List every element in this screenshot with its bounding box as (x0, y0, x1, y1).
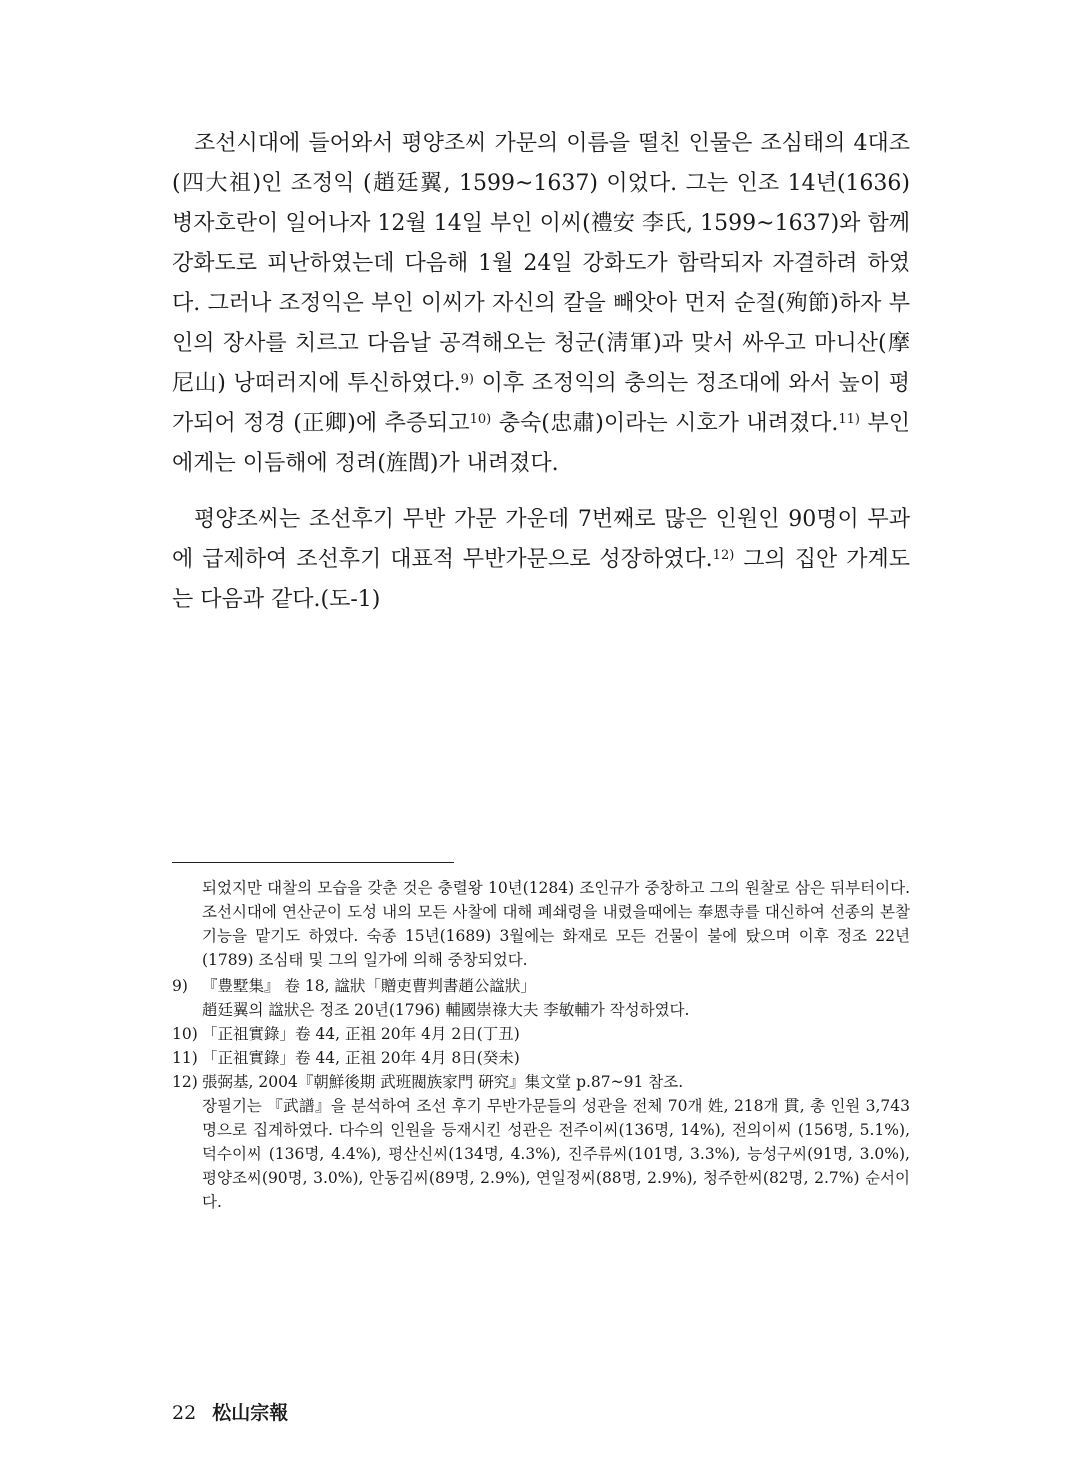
footnote-separator (172, 862, 454, 863)
footnote-10-number: 10) (172, 1025, 198, 1043)
footnote-10 (172, 1022, 910, 1046)
footnote-9-text: 『豊墅集』 卷 18, 諡狀「贈吏曹判書趙公諡狀」 (202, 977, 536, 995)
footnote-continued: 되었지만 대찰의 모습을 갖춘 것은 충렬왕 10년(1284) 조인규가 중창하고 그의 원찰로 삼은 뒤부터이다. 조선시대에 연산군이 도성 내의 모든 사찰에 대해 폐쇄령을 내렸을때에는 奉恩寺를 대신하여 선종의 본찰 기능을 맡기도 하였다. 숙종 15년(1689) 3월에는 화재로 모든 건물이 불에 탔으며 이후 정조 22년(1789) 조심태 및 그의 일가에 의해 중창되었다. (202, 879, 910, 969)
paragraph-1-text-d: 부인에게는 이듬해에 정려(旌閭)가 내려졌다. (172, 411, 910, 476)
footnote-11-number: 11) (172, 1049, 198, 1067)
paragraph-1 (172, 124, 910, 484)
footnote-ref-9: 9) (460, 372, 474, 387)
footnote-11 (172, 1046, 910, 1070)
page-number: 22 (172, 1402, 197, 1424)
footnote-ref-11: 11) (838, 412, 860, 427)
footnote-12-text: 張弼基, 2004『朝鮮後期 武班閥族家門 硏究』集文堂 p.87~91 참조. (202, 1073, 684, 1091)
page-footer (172, 1398, 288, 1425)
footnote-11-text: 「正祖實錄」卷 44, 正祖 20年 4月 8日(癸未) (202, 1049, 520, 1067)
footnote-ref-10: 10) (469, 412, 492, 427)
footnote-ref-12: 12) (712, 548, 735, 563)
paragraph-1-text-c: 충숙(忠肅)이라는 시호가 내려졌다. (491, 411, 839, 436)
paragraph-1-text-a: 조선시대에 들어와서 평양조씨 가문의 이름을 떨친 인물은 조심태의 4대조(四大祖)인 조정익 (趙廷翼, 1599~1637) 이었다. 그는 인조 14년(1636) 병자호란이 일어나자 12월 14일 부인 이씨(禮安 李氏, 1599~1637)와 함께 강화도로 피난하였는데 다음해 1월 24일 강화도가 함락되자 자결하려 하였다. 그러나 조정익은 부인 이씨가 자신의 칼을 빼앗아 먼저 순절(殉節)하자 부인의 장사를 치르고 다음날 공격해오는 청군(淸軍)과 맞서 싸우고 마니산(摩尼山) 낭떠러지에 투신하였다. (172, 131, 910, 396)
body-text (172, 124, 910, 636)
paragraph-2-text-b: 그의 집안 가계도는 다음과 같다.(도-1) (172, 547, 910, 612)
footnote-9-subtext: 趙廷翼의 諡狀은 정조 20년(1796) 輔國崇祿大夫 李敏輔가 작성하였다. (202, 1001, 690, 1019)
paragraph-2-text-a: 평양조씨는 조선후기 무반 가문 가운데 7번째로 많은 인원인 90명이 무과에 급제하여 조선후기 대표적 무반가문으로 성장하였다. (172, 507, 910, 572)
paragraph-2 (172, 500, 910, 620)
journal-title: 松山宗報 (212, 1402, 289, 1424)
footnote-12-subtext: 장필기는 『武譜』을 분석하여 조선 후기 무반가문들의 성관을 전체 70개 姓, 218개 貫, 총 인원 3,743명으로 집계하였다. 다수의 인원을 등재시킨 성관은 전주이씨(136명, 14%), 전의이씨 (156명, 5.1%), 덕수이씨 (136명, 4.4%), 평산신씨(134명, 4.3%), 진주류씨(101명, 3.3%), 능성구씨(91명, 3.0%), 평양조씨(90명, 3.0%), 안동김씨(89명, 2.9%), 연일정씨(88명, 2.9%), 청주한씨(82명, 2.7%) 순서이다. (202, 1097, 910, 1211)
footnote-9-number: 9) (172, 977, 188, 995)
footnotes (172, 876, 910, 1214)
footnote-9 (172, 974, 910, 1022)
footnote-12-number: 12) (172, 1073, 198, 1091)
paragraph-1-text-b: 이후 조정익의 충의는 정조대에 와서 높이 평가되어 정경 (正卿)에 추증되고 (172, 371, 910, 436)
footnote-12 (172, 1070, 910, 1214)
footnote-10-text: 「正祖實錄」卷 44, 正祖 20年 4月 2日(丁丑) (202, 1025, 520, 1043)
